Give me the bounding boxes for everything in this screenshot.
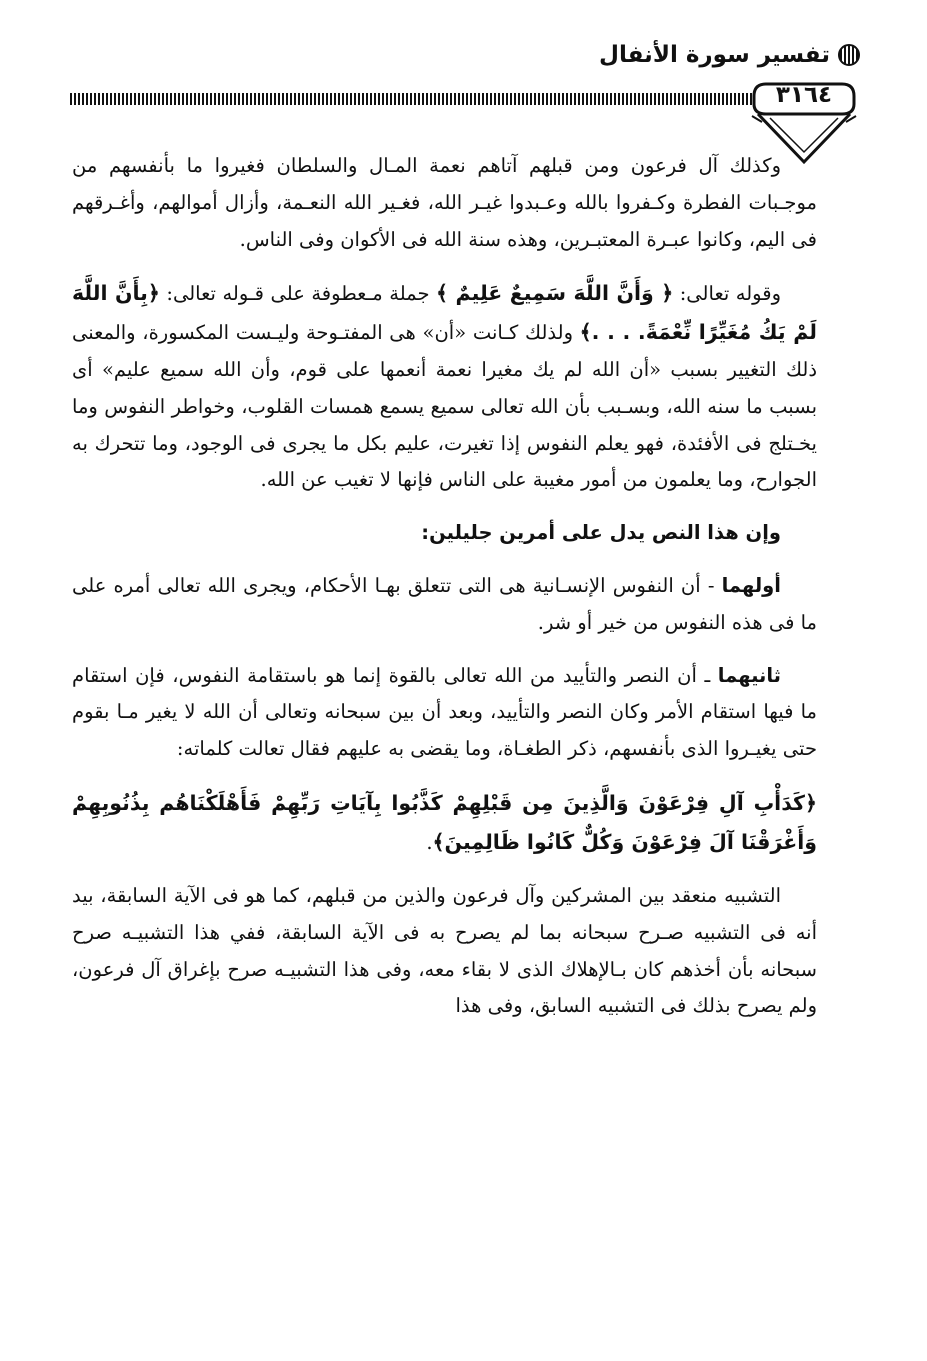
- ornament-icon: [838, 44, 860, 66]
- paragraph-text: ولذلك كـانت «أن» هى المفتـوحة وليـست المكسورة، والمعنى ذلك التغيير بسبب «أن الله لم يك مغيرا نعمة أنعمها على قوم، وأن الله سميع عليم» أى بسبب ما سنه الله، وبسـبب بأن الله تعالى سميع يسمع همسات القلوب، وخواطر النفوس وما يخـتلج فى الأفئدة، فهو يعلم النفوس إذا تغيرت، عليم بكل ما يجرى فى الوجود، وما تتحرك به الجوارح، وما يعلمون من أمور مغيبة على الناس فإنها لا تغيب عن الله.: [72, 321, 817, 492]
- verse-end: .: [426, 830, 433, 854]
- header-rule: [70, 93, 762, 105]
- paragraph-text: وقوله تعالى:: [673, 282, 781, 306]
- paragraph: [72, 274, 817, 499]
- item-label: أولهما: [721, 573, 781, 597]
- verse-paragraph: [72, 784, 817, 862]
- paragraph-text: جملة مـعطوفة على قـوله تعالى:: [159, 282, 437, 306]
- running-title-text: تفسير سورة الأنفال: [599, 42, 830, 68]
- quran-verse: ﴿بِأَنَّ اللَّهَ لَمْ يَكُ مُغَيِّرًا نِّعْمَةً. . . .﴾: [72, 281, 817, 345]
- page-header: [70, 38, 860, 128]
- section-heading: وإن هذا النص يدل على أمرين جليلين:: [421, 521, 781, 545]
- paragraph: [72, 658, 817, 768]
- paragraph-text: ـ أن النصر والتأييد من الله تعالى بالقوة إنما هو باستقامة النفوس، فإن استقام ما فيها استقام الأمر وكان النصر والتأييد، وبعد أن بين سبحانه وتعالى أن الله لا يغير مـا بقوم حتى يغيـروا الذى بأنفسهم، ذكر الطغـاة، وما يقضى به عليهم فقال تعالت كلماته:: [72, 663, 817, 761]
- page-content: [72, 148, 817, 1025]
- page-number: ٣١٦٤: [775, 82, 833, 108]
- item-label: ثانيهما: [717, 663, 781, 687]
- paragraph: وكذلك آل فرعون ومن قبلهم آتاهم نعمة المـال والسلطان فغيروا ما بأنفسهم من موجـبات الفطرة وكـفروا بالله وعـبدوا غيـر الله، فغـير الله النعـمة، وأزال أموالهم، وأغـرقهم فى اليم، وكانوا عبـرة المعتبـرين، وهذه سنة الله فى الأكوان وفى الناس.: [72, 154, 817, 251]
- paragraph: التشبيه منعقد بين المشركين وآل فرعون والذين من قبلهم، كما هو فى الآية السابقة، بيد أنه فى التشبيه صـرح سبحانه بما لم يصرح به فى الآية السابقة، ففي هذا التشبيـه صرح سبحانه بأن أخذهم كان بـالإهلاك الذى لا بقاء معه، وفى هذا التشبيـه صرح بإغراق آل فرعون، ولم يصرح بذلك فى التشبيه السابق، وفى هذا: [72, 883, 817, 1018]
- paragraph-text: - أن النفوس الإنسـانية هى التى تتعلق بهـا الأحكام، ويجرى الله تعالى أمره على ما فى هذه النفوس من خير أو شر.: [72, 573, 817, 634]
- quran-verse: ﴿ وَأَنَّ اللَّهَ سَمِيعٌ عَلِيمٌ ﴾: [436, 281, 674, 306]
- paragraph: [72, 568, 817, 642]
- quran-verse: ﴿كَدَأْبِ آلِ فِرْعَوْنَ وَالَّذِينَ مِن قَبْلِهِمْ كَذَّبُوا بِآيَاتِ رَبِّهِمْ فَأَهْلَكْنَاهُم بِذُنُوبِهِمْ وَأَغْرَقْنَا آلَ فِرْعَوْنَ وَكُلٌّ كَانُوا ظَالِمِينَ﴾: [72, 790, 817, 854]
- running-title: [599, 42, 860, 68]
